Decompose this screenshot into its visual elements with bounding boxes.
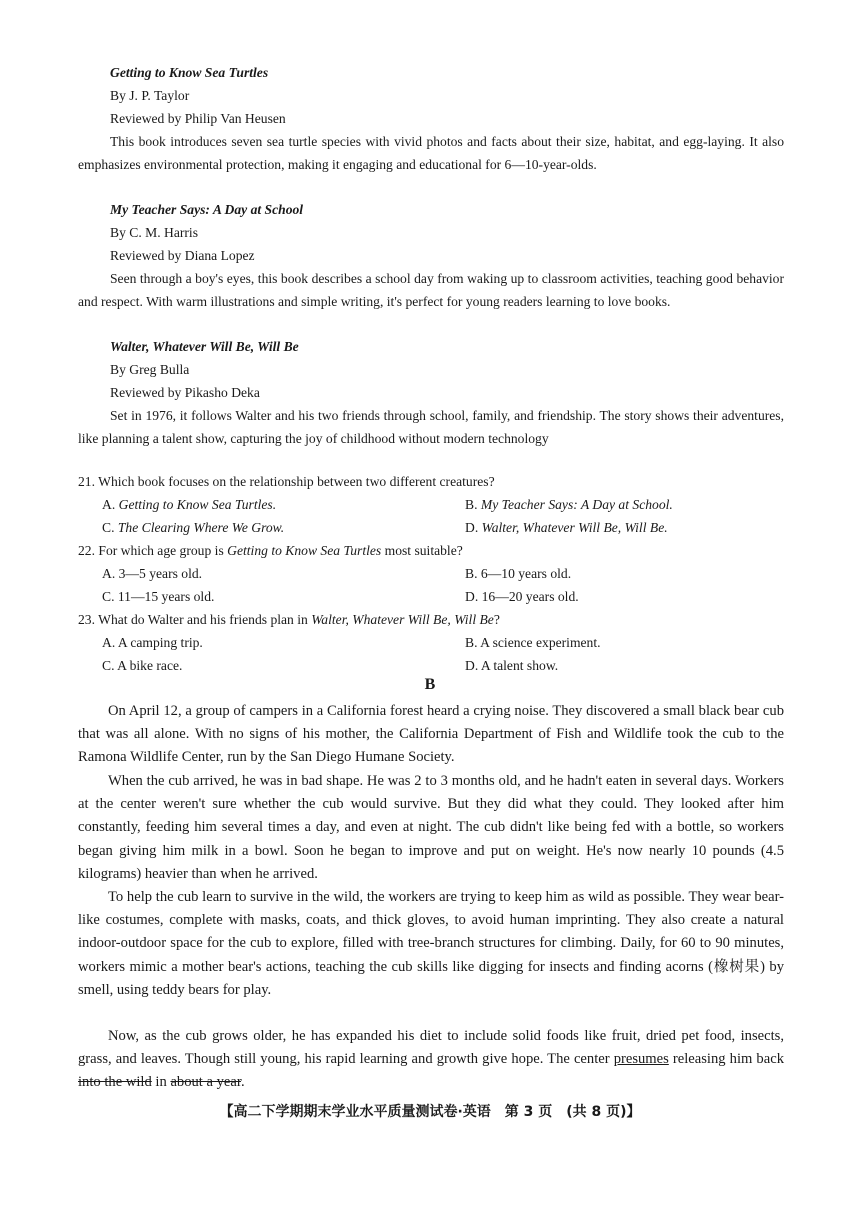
book-3-reviewer: Reviewed by Pikasho Deka: [110, 385, 260, 400]
book-1-title: Getting to Know Sea Turtles: [110, 65, 269, 80]
section-b-paragraph-3: To help the cub learn to survive in the wild, the workers are trying to keep him as wild as possible. They wear bear-like costumes, complete with masks, coats, and thick gloves, to avoid human imprinting. They also create a natural indoor-outdoor space for the cub to explore, filled with tree-branch structures for climbing. Daily, for 60 to 90 minutes, workers mimic a mother bear's actions, teaching the cub skills like digging for insects and finding acorns (橡树果) by smell, using teddy bears for play.: [78, 889, 784, 998]
question-23-option-b[interactable]: B. A science experiment.: [465, 635, 601, 650]
question-23-option-a[interactable]: A. A camping trip.: [102, 635, 203, 650]
book-3-author: By Greg Bulla: [110, 362, 190, 377]
book-2-title: My Teacher Says: A Day at School: [110, 202, 304, 217]
question-23-option-d[interactable]: D. A talent show.: [465, 658, 559, 673]
question-21-option-b[interactable]: B. My Teacher Says: A Day at School.: [465, 497, 673, 512]
question-21-option-c[interactable]: C. The Clearing Where We Grow.: [102, 520, 285, 535]
book-2-author: By C. M. Harris: [110, 225, 198, 240]
book-3-summary: Set in 1976, it follows Walter and his two friends through school, family, and friendship. The story shows their adventures, like planning a talent show, capturing the joy of childhood without modern technology: [78, 408, 784, 446]
question-21-option-a[interactable]: A. Getting to Know Sea Turtles.: [102, 497, 277, 512]
book-2-reviewer: Reviewed by Diana Lopez: [110, 248, 255, 263]
question-23-stem: 23. What do Walter and his friends plan in Walter, Whatever Will Be, Will Be?: [78, 612, 500, 627]
question-22-option-d[interactable]: D. 16—20 years old.: [465, 589, 579, 604]
question-22-option-c[interactable]: C. 11—15 years old.: [102, 589, 215, 604]
book-3-title: Walter, Whatever Will Be, Will Be: [110, 339, 299, 354]
book-1-author: By J. P. Taylor: [110, 88, 190, 103]
section-b-heading: B: [424, 676, 436, 693]
question-23-option-c[interactable]: C. A bike race.: [102, 658, 183, 673]
question-21-option-d[interactable]: D. Walter, Whatever Will Be, Will Be.: [465, 520, 668, 535]
question-22-option-a[interactable]: A. 3—5 years old.: [102, 566, 203, 581]
struck-text-1: into the wild: [78, 1074, 152, 1091]
question-21-stem: 21. Which book focuses on the relationship between two different creatures?: [78, 474, 495, 489]
book-1-summary: This book introduces seven sea turtle species with vivid photos and facts about their size, habitat, and egg-laying. It also emphasizes environmental protection, making it engaging and educational for 6—10-year-olds.: [78, 134, 784, 172]
section-b-paragraph-1: On April 12, a group of campers in a California forest heard a crying noise. They discovered a small black bear cub that was all alone. With no signs of his mother, the California Department of Fish and Wildlife took the cub to the Ramona Wildlife Center, run by the San Diego Humane Society.: [78, 703, 784, 766]
section-b-paragraph-4: Now, as the cub grows older, he has expanded his diet to include solid foods like fruit, dried pet food, insects, grass, and leaves. Though still young, his rapid learning and growth give hope. The center presumes releasing him back into the wild in about a year.: [78, 1028, 784, 1091]
struck-text-2: about a year: [170, 1074, 241, 1091]
book-1-reviewer: Reviewed by Philip Van Heusen: [110, 111, 286, 126]
question-22-stem: 22. For which age group is Getting to Know Sea Turtles most suitable?: [78, 543, 463, 558]
underlined-word: presumes: [613, 1051, 669, 1068]
question-22-option-b[interactable]: B. 6—10 years old.: [465, 566, 572, 581]
book-2-summary: Seen through a boy's eyes, this book describes a school day from waking up to classroom activities, teaching good behavior and respect. With warm illustrations and simple writing, it's perfect for young readers learning to love books.: [78, 271, 784, 309]
section-b-paragraph-2: When the cub arrived, he was in bad shape. He was 2 to 3 months old, and he hadn't eaten in several days. Workers at the center weren't sure whether the cub would survive. But they did what they could. They looked after him constantly, feeding him several times a day, and even at night. The cub didn't like being fed with a bottle, so workers began giving him milk in a bowl. Soon he began to improve and put on weight. He's now nearly 10 pounds (4.5 kilograms) heavier than when he arrived.: [78, 773, 784, 882]
page-footer: 【高二下学期期末学业水平质量测试卷·英语 第 3 页 (共 8 页)】: [219, 1104, 641, 1120]
